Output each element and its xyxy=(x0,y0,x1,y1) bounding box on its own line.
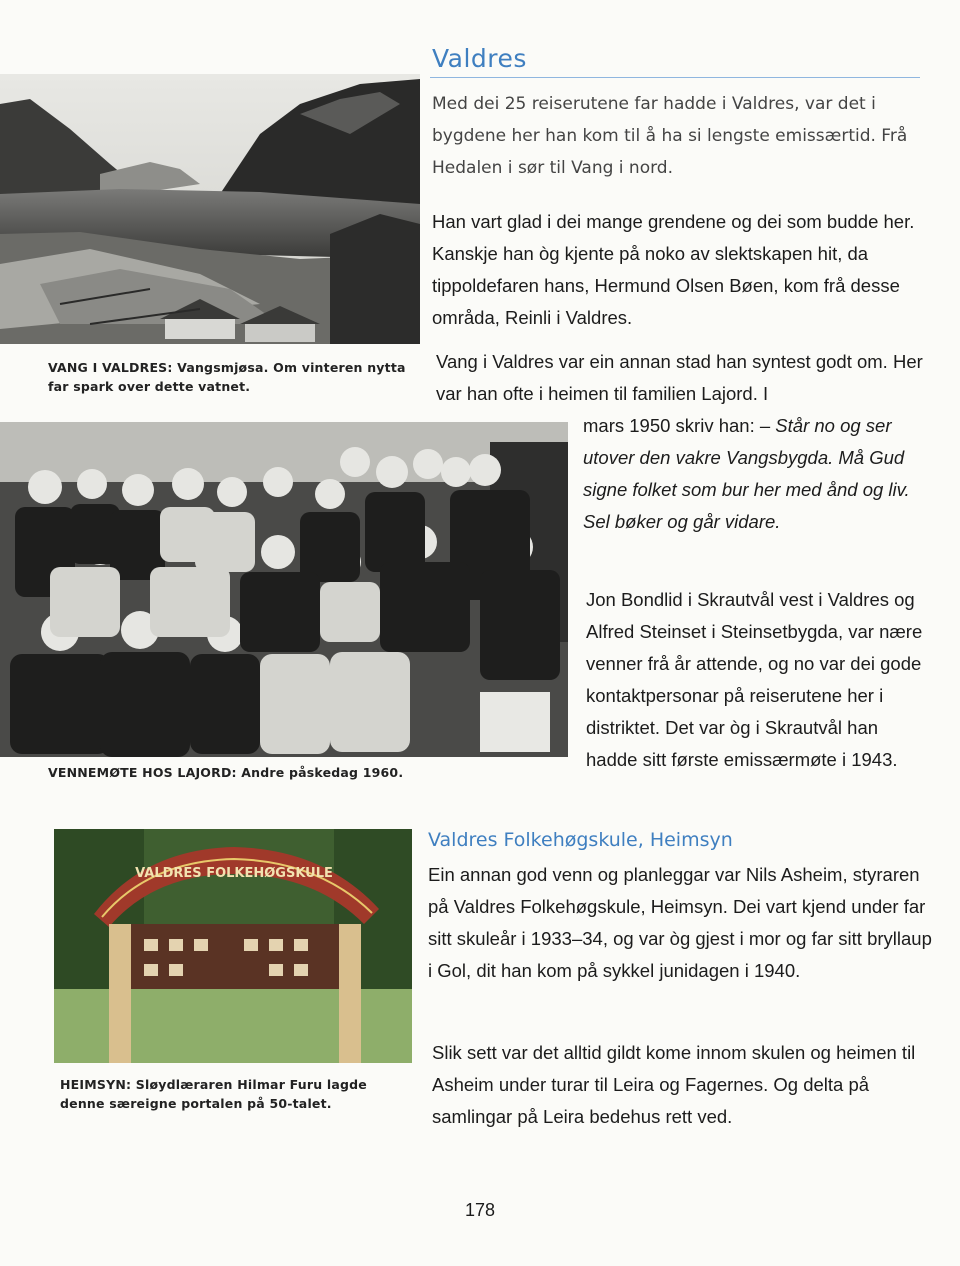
paragraph-5: Ein annan god venn og planleggar var Nils Asheim, styraren på Valdres Folkehøgskule, Heimsyn. Dei vart kjend under far sitt skuleår i 1933–34, og var òg gjest i mor og far sitt bryllaup i Gol, dit han kom på sykkel junidagen i 1940. xyxy=(428,864,932,981)
portal-sign-text: VALDRES FOLKEHØGSKULE xyxy=(135,866,333,881)
caption-vennemote: VENNEMØTE HOS LAJORD: Andre påskedag 1960. xyxy=(48,765,404,780)
heimsyn-portal-photo xyxy=(54,829,412,1063)
intro-paragraph: Med dei 25 reiserutene far hadde i Valdres, var det i bygdene her han kom til å ha si lengste emissærtid. Frå Hedalen i sør til Vang i nord. xyxy=(432,94,908,178)
caption-heimsyn: HEIMSYN: Sløydlæraren Hilmar Furu lagde denne særeigne portalen på 50-talet. xyxy=(60,1077,367,1111)
quote-text: Står no og ser utover den vakre Vangsbygda. Må Gud signe folket som bur her med ånd og liv. Sel bøker og går vidare. xyxy=(583,415,910,532)
quote-intro: mars 1950 skriv han: – xyxy=(583,415,771,436)
paragraph-3: Vang i Valdres var ein annan stad han syntest godt om. Her var han ofte i heimen til familien Lajord. I xyxy=(436,351,923,404)
vang-landscape-photo xyxy=(0,74,420,344)
page-number: 178 xyxy=(464,1200,496,1220)
caption-vang: VANG I VALDRES: Vangsmjøsa. Om vinteren nytta far spark over dette vatnet. xyxy=(48,360,406,394)
page-title: Valdres xyxy=(432,44,527,73)
section-subheading: Valdres Folkehøgskule, Heimsyn xyxy=(428,829,733,851)
paragraph-2: Han vart glad i dei mange grendene og dei som budde her. Kanskje han òg kjente på noko av slektskapen hit, da tippoldefaren hans, Hermund Olsen Bøen, kom frå desse områda, Reinli i Valdres. xyxy=(432,211,915,328)
paragraph-6: Slik sett var det alltid gildt kome innom skulen og heimen til Asheim under turar til Leira og Fagernes. Og delta på samlingar på Leira bedehus rett ved. xyxy=(432,1042,916,1127)
heading-rule xyxy=(430,77,920,78)
paragraph-4: Jon Bondlid i Skrautvål vest i Valdres og Alfred Steinset i Steinsetbygda, var nære venner frå år attende, og no var dei gode kontaktpersonar på reiserutene her i distriktet. Det var òg i Skrautvål han hadde sitt første emissærmøte i 1943. xyxy=(586,589,923,770)
paragraph-3-continued xyxy=(583,410,928,538)
group-photo xyxy=(0,422,568,757)
